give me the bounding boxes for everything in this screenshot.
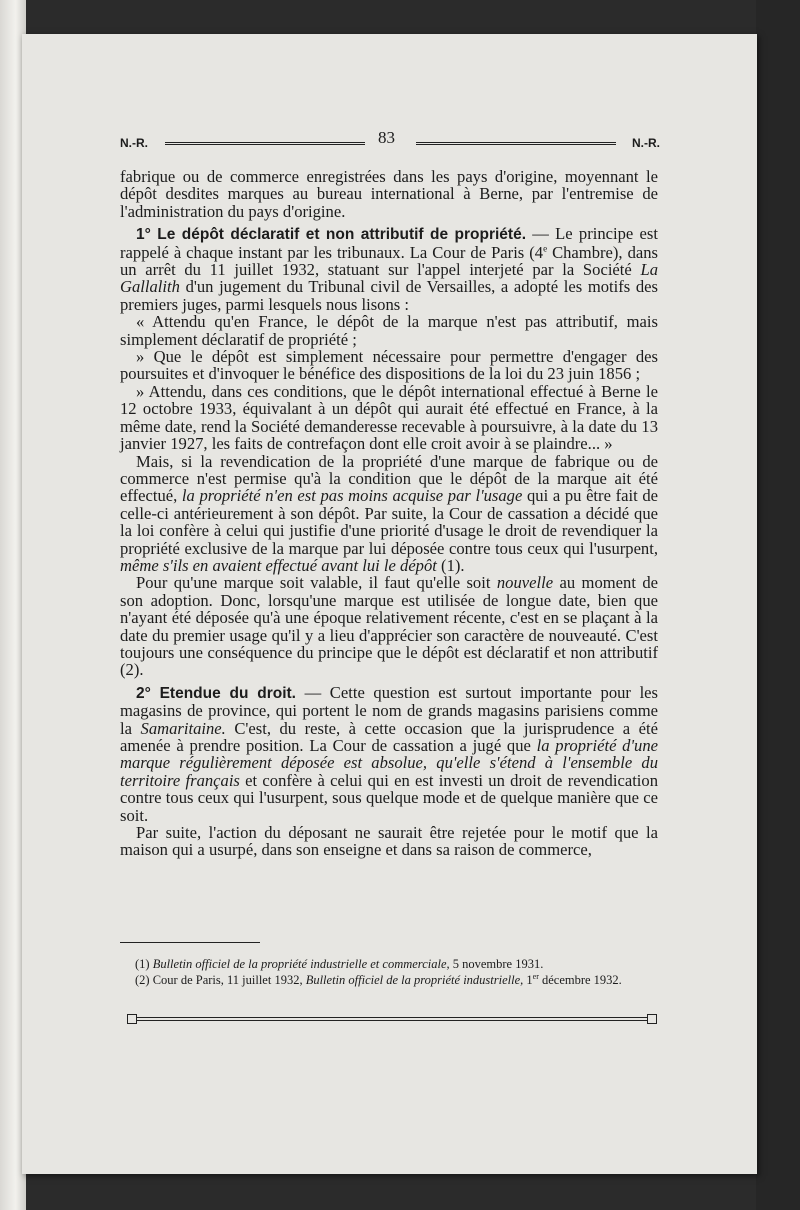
ornament-rule — [137, 1017, 647, 1021]
italic-run: Bulletin officiel de la propriété industrielle et commerciale, — [152, 957, 450, 971]
text-run: Chambre), dans un arrêt du 11 juillet 1932, statuant sur l'appel interjeté par la Société — [120, 242, 658, 280]
quote-paragraph: » Attendu, dans ces conditions, que le dépôt international effectué à Berne le 12 octobre 1933, équivalant à un dépôt qui aurait été effectué en France, à la même date, rend la Société demanderesse recevable à poursuivre, à la date du 13 janvier 1927, les faits de contrefaçon dont elle croit avoir à se plaindre... » — [120, 381, 658, 454]
text-run: (1) — [135, 957, 153, 971]
text-run: C'est, du reste, à cette occasion que la jurisprudence a été amenée à prendre position. La Cour de cassation a jugé que — [120, 718, 659, 755]
text-run: qui a pu être fait de celle-ci antérieurement à son dépôt. Par suite, la Cour de cassation a décidé que la loi confère à celui qui justifie d'une priorité d'usage le droit de revendiquer la propriété exclusive de la marque par lui déposée contre tous ceux qui l'usurpent, — [120, 486, 658, 558]
section-paragraph — [120, 684, 658, 824]
section-heading: 1° Le dépôt déclaratif et non attributif de propriété. — [136, 226, 527, 244]
background-edge — [756, 0, 800, 1210]
italic-run: même s'ils en avaient effectué avant lui le dépôt — [120, 555, 437, 575]
text-run: — Cette question est surtout importante pour les magasins de province, qui portent le nom de grands magasins parisiens comme la — [120, 682, 658, 738]
footnotes — [135, 956, 665, 988]
text-run: et confère à celui qui en est investi un droit de revendication contre tous ceux qui l'usurpent, sous quelque mode et de quelque manière que ce soit. — [120, 770, 659, 825]
header-left: N.-R. — [120, 136, 148, 150]
section-heading: 2° Etendue du droit. — [136, 684, 296, 702]
italic-run: nouvelle — [496, 573, 554, 593]
page-number: 83 — [378, 128, 395, 147]
footnote — [135, 956, 665, 972]
text-run: 5 novembre 1931. — [449, 957, 544, 971]
paragraph — [120, 574, 658, 678]
running-header — [120, 128, 660, 152]
paragraph: Par suite, l'action du déposant ne saurait être rejetée pour le motif que la maison qui a usurpé, dans son enseigne et dans sa raison de commerce, — [120, 823, 658, 860]
text-run: 1 — [523, 973, 533, 987]
text-run: (1). — [436, 555, 465, 575]
superscript: e — [543, 243, 548, 254]
text-run: d'un jugement du Tribunal civil de Versailles, a adopté les motifs des premiers juges, parmi lesquels nous lisons : — [120, 277, 658, 314]
text-run: (2) Cour de Paris, 11 juillet 1932, — [135, 973, 306, 987]
italic-run: La Gallalith — [120, 260, 658, 297]
footnote — [135, 972, 665, 988]
header-rule-left — [165, 142, 365, 145]
ornament-square-icon — [647, 1014, 657, 1024]
text-run: Pour qu'une marque soit valable, il faut qu'elle soit — [136, 573, 497, 593]
italic-run: la propriété n'en est pas moins acquise par l'usage — [181, 486, 523, 506]
text-run: au moment de son adoption. Donc, lorsqu'une marque est utilisée de longue date, bien que n'ayant été déposée qu'à une époque relativement récente, c'est en se plaçant à la date du premier usage qu'il y a lieu d'apprécier son caractère de nouveauté. C'est toujours une conséquence du principe que le dépôt est déclaratif et non attributif (2). — [120, 573, 659, 680]
header-right: N.-R. — [632, 136, 660, 150]
text-run: décembre 1932. — [538, 973, 622, 987]
paragraph: fabrique ou de commerce enregistrées dans les pays d'origine, moyennant le dépôt desdites marques au bureau international à Berne, par l'entremise de l'administration du pays d'origine. — [120, 167, 658, 221]
body-text — [120, 168, 658, 859]
footer-ornament — [127, 1014, 657, 1026]
ornament-square-icon — [127, 1014, 137, 1024]
paragraph — [120, 453, 658, 575]
quote-paragraph: « Attendu qu'en France, le dépôt de la marque n'est pas attributif, mais simplement déclaratif de propriété ; — [120, 312, 658, 349]
text-run: Mais, si la revendication de la propriété d'une marque de fabrique ou de commerce n'est permise qu'à la condition que le dépôt de la marque ait été effectué, — [120, 451, 658, 506]
text-run: — Le principe est rappelé à chaque instant par les tribunaux. La Cour de Paris (4 — [120, 224, 658, 262]
italic-run: la propriété d'une marque régulièrement déposée est absolue, qu'elle s'étend à l'ensemble du territoire français — [120, 736, 658, 790]
italic-run: Bulletin officiel de la propriété industrielle, — [305, 973, 524, 987]
header-rule-right — [416, 142, 616, 145]
section-paragraph — [120, 225, 658, 313]
footnote-rule — [120, 942, 260, 943]
superscript: er — [532, 971, 539, 981]
italic-run: Samaritaine. — [140, 718, 226, 738]
quote-paragraph: » Que le dépôt est simplement nécessaire pour permettre d'engager des poursuites et d'invoquer le bénéfice des dispositions de la loi du 23 juin 1856 ; — [120, 347, 658, 384]
